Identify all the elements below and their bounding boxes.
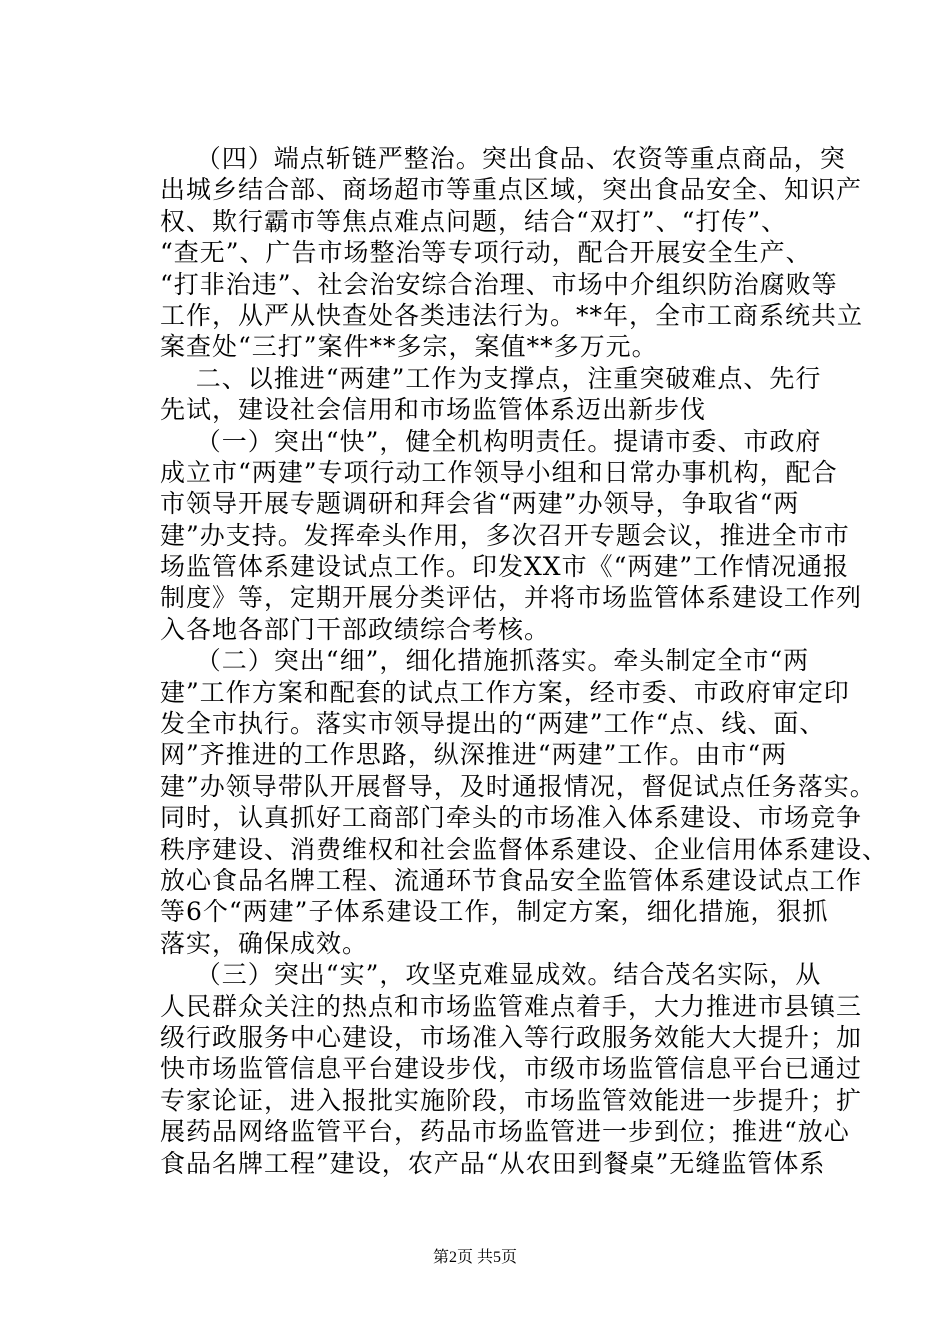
text-line: （二）突出“细”，细化措施抓落实。牵头制定全市“两: [160, 646, 810, 676]
text-line: 快市场监管信息平台建设步伐，市级市场监管信息平台已通过: [160, 1054, 863, 1084]
text-line: 网”齐推进的工作思路，纵深推进“两建”工作。由市“两: [160, 740, 788, 770]
text-line: 场监管体系建设试点工作。印发XX市《“两建”工作情况通报: [160, 552, 850, 582]
text-line: 食品名牌工程”建设，农产品“从农田到餐桌”无缝监管体系: [160, 1148, 826, 1178]
text-line: 市领导开展专题调研和拜会省“两建”办领导，争取省“两: [160, 489, 800, 519]
text-line: 人民群众关注的热点和市场监管难点着手，大力推进市县镇三: [160, 991, 863, 1021]
text-line: 制度》等，定期开展分类评估，并将市场监管体系建设工作列: [160, 583, 863, 613]
text-line: 专家论证，进入报批实施阶段，市场监管效能进一步提升；扩: [160, 1085, 863, 1115]
text-line: 出城乡结合部、商场超市等重点区域，突出食品安全、知识产: [160, 175, 863, 205]
page-footer: 第2页 共5页: [432, 1249, 517, 1266]
text-line: 建”工作方案和配套的试点工作方案，经市委、市政府审定印: [160, 677, 850, 707]
text-line: 级行政服务中心建设，市场准入等行政服务效能大大提升；加: [160, 1022, 863, 1052]
text-line: 同时，认真抓好工商部门牵头的市场准入体系建设、市场竞争: [160, 803, 863, 833]
text-line: 建”办领导带队开展督导，及时通报情况，督促试点任务落实。: [160, 771, 876, 801]
text-line: （一）突出“快”，健全机构明责任。提请市委、市政府: [160, 426, 822, 456]
body-text: [160, 143, 889, 1179]
text-line: （三）突出“实”，攻坚克难显成效。结合茂名实际，从: [160, 960, 822, 990]
text-line: 展药品网络监管平台，药品市场监管进一步到位；推进“放心: [160, 1117, 850, 1147]
text-line: （四）端点斩链严整治。突出食品、农资等重点商品，突: [160, 144, 846, 173]
text-line: 秩序建设、消费维权和社会监督体系建设、企业信用体系建设、: [160, 834, 889, 864]
text-line: 工作，从严从快查处各类违法行为。**年，全市工商系统共立: [160, 300, 864, 330]
text-line: 落实，确保成效。: [160, 928, 369, 958]
text-line: 权、欺行霸市等焦点难点问题，结合“双打”、“打传”、: [160, 206, 788, 236]
text-line: “查无”、广告市场整治等专项行动，配合开展安全生产、: [160, 238, 812, 268]
text-line: 等6个“两建”子体系建设工作，制定方案，细化措施，狠抓: [160, 897, 829, 927]
text-line: 案查处“三打”案件**多宗，案值**多万元。: [160, 332, 658, 362]
text-line: 发全市执行。落实市领导提出的“两建”工作“点、线、面、: [160, 709, 826, 739]
text-line: 放心食品名牌工程、流通环节食品安全监管体系建设试点工作: [160, 865, 863, 895]
text-line: 二、以推进“两建”工作为支撑点，注重突破难点、先行: [160, 363, 822, 393]
text-line: 入各地各部门干部政绩综合考核。: [160, 614, 551, 644]
text-line: 先试，建设社会信用和市场监管体系迈出新步伐: [160, 395, 707, 425]
text-line: “打非治违”、社会治安综合治理、市场中介组织防治腐败等: [160, 269, 838, 299]
text-line: 建”办支持。发挥牵头作用，多次召开专题会议，推进全市市: [160, 520, 850, 550]
text-line: 成立市“两建”专项行动工作领导小组和日常办事机构，配合: [160, 457, 838, 487]
